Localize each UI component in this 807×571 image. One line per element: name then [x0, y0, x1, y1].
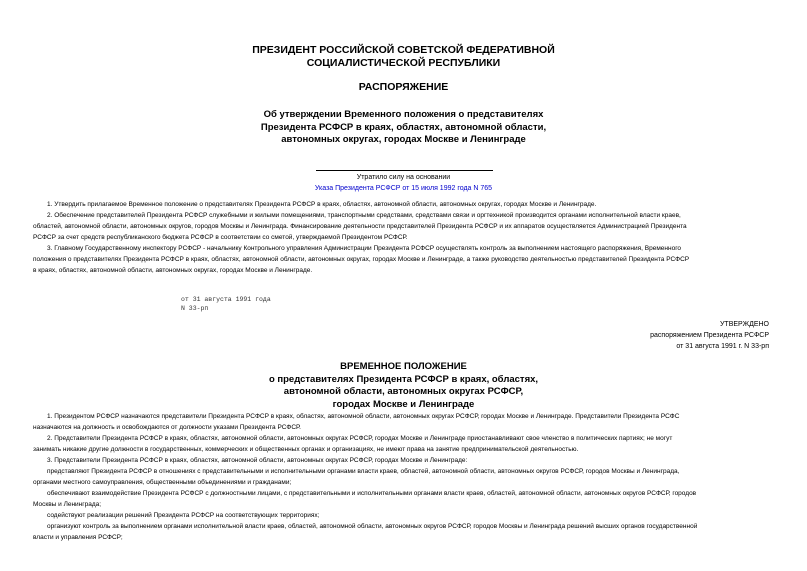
regulation-item-2-line-2: занимать никакие другие должности в государственных, коммерческих и общественных органах и организациях, не имеют права на занятие предпринимательской деятельностью.: [33, 446, 579, 453]
title-line-1: Об утверждении Временного положения о представителях: [263, 109, 544, 120]
approval-line-1: УТВЕРЖДЕНО: [719, 321, 769, 328]
approval-line-2: распоряжением Президента РСФСР: [650, 332, 769, 339]
regulation-item-3-intro: 3. Представители Президента РСФСР в краях, областях, автономной области, автономных округах РСФСР, городах Москве и Ленинграде:: [47, 457, 468, 464]
issuer-heading: [0, 44, 807, 70]
issuer-line-2: СОЦИАЛИСТИЧЕСКОЙ РЕСПУБЛИКИ: [306, 57, 501, 69]
regulation-item-3c: содействуют реализации решений Президента РСФСР на соответствующих территориях;: [47, 512, 320, 519]
status-text: Утратило силу на основании: [356, 174, 451, 181]
regulation-item-3b-line-2: Москвы и Ленинграда;: [33, 501, 102, 508]
status-note: [0, 172, 807, 194]
approval-block: [650, 319, 769, 352]
regulation-item-2-line-1: 2. Представители Президента РСФСР в краях, областях, автономной области, автономных округах РСФСР, городах Москве и Ленинграде приостанавливают свое членство в политических партиях; не могут: [47, 435, 673, 442]
approval-line-3: от 31 августа 1991 г. N 33-рп: [676, 343, 769, 350]
regulation-item-3d-line-2: власти и управления РСФСР;: [33, 534, 123, 541]
order-paragraph-2-line-3: РСФСР за счет средств республиканского бюджета РСФСР в соответствии со сметой, утверждаемой Президентом РСФСР.: [33, 234, 408, 241]
regulation-title: [0, 361, 807, 411]
signature-stamp: [181, 295, 271, 313]
order-paragraph-3-line-1: 3. Главному Государственному инспектору РСФСР - начальнику Контрольного управления Администрации Президента РСФСР осуществлять контроль за выполнением настоящего распоряжения, Временного: [47, 245, 682, 252]
regulation-item-3d-line-1: организуют контроль за выполнением органами исполнительной власти краев, областей, автономной области, автономных округов РСФСР, городов Москвы и Ленинграда решений высших органов государственной: [47, 523, 698, 530]
order-paragraph-2-line-2: областей, автономной области, автономных округов, городов Москвы и Ленинграда. Финансирование деятельности представителей Президента РСФСР и их аппаратов осуществляется Администрацией Президента: [33, 223, 687, 230]
document-type: РАСПОРЯЖЕНИЕ: [358, 81, 449, 93]
regulation-title-line-3: автономной области, автономных округах РСФСР,: [283, 386, 524, 397]
regulation-item-1-line-2: назначаются на должность и освобождаются от должности указами Президента РСФСР.: [33, 424, 301, 431]
regulation-title-line-4: городах Москве и Ленинграде: [332, 398, 475, 410]
title-line-3: автономных округах, городах Москве и Ленинграде: [281, 134, 526, 145]
regulation-item-1-line-1: 1. Президентом РСФСР назначаются представители Президента РСФСР в краях, областях, автономной области, автономных округах РСФСР, городах Москве и Ленинграде. Представители Президента РСФС: [47, 413, 680, 420]
order-paragraph-3-line-2: положения о представителях Президента РСФСР в краях, областях, автономной области, автономных округах, городах Москве и Ленинграде, а также руководство деятельностью представителей Президента РСФСР: [33, 256, 690, 263]
order-paragraph-1: 1. Утвердить прилагаемое Временное положение о представителях Президента РСФСР в краях, областях, автономной области, автономных округах, городах Москве и Ленинграде.: [47, 201, 597, 208]
order-paragraph-2-line-1: 2. Обеспечение представителей Президента РСФСР служебными и жилыми помещениями, транспортными средствами, средствами связи и оргтехникой производится органами исполнительной власти краев,: [47, 212, 681, 219]
regulation-title-line-1: ВРЕМЕННОЕ ПОЛОЖЕНИЕ: [340, 361, 467, 372]
order-paragraph-3-line-3: в краях, областях, автономной области, автономных округах, городах Москве и Ленинграде.: [33, 267, 313, 274]
issuer-line-1: ПРЕЗИДЕНТ РОССИЙСКОЙ СОВЕТСКОЙ ФЕДЕРАТИВНОЙ: [252, 44, 555, 56]
regulation-item-3b-line-1: обеспечивают взаимодействие Президента РСФСР с должностными лицами, с представительными и исполнительными органами власти краев, областей, автономной области, автономных округов РСФСР, городов: [47, 490, 697, 497]
order-body: [33, 199, 771, 276]
regulation-item-3a-line-1: представляют Президента РСФСР в отношениях с представительными и исполнительными органами власти краев, областей, автономной области, автономных округов РСФСР, городов Москвы и Ленинграда,: [47, 468, 680, 475]
regulation-item-3a-line-2: органами местного самоуправления, общественными объединениями и гражданами;: [33, 479, 292, 486]
regulation-body: [33, 411, 771, 543]
title-line-2: Президента РСФСР в краях, областях, автономной области,: [260, 121, 547, 133]
stamp-date: от 31 августа 1991 года: [181, 296, 271, 303]
status-divider: [316, 170, 493, 171]
document-title: [0, 109, 807, 147]
repeal-decree-link[interactable]: Указа Президента РСФСР от 15 июля 1992 года N 765: [314, 185, 493, 192]
stamp-number: N 33-рп: [181, 305, 209, 312]
regulation-title-line-2: о представителях Президента РСФСР в краях, областях,: [268, 373, 539, 385]
